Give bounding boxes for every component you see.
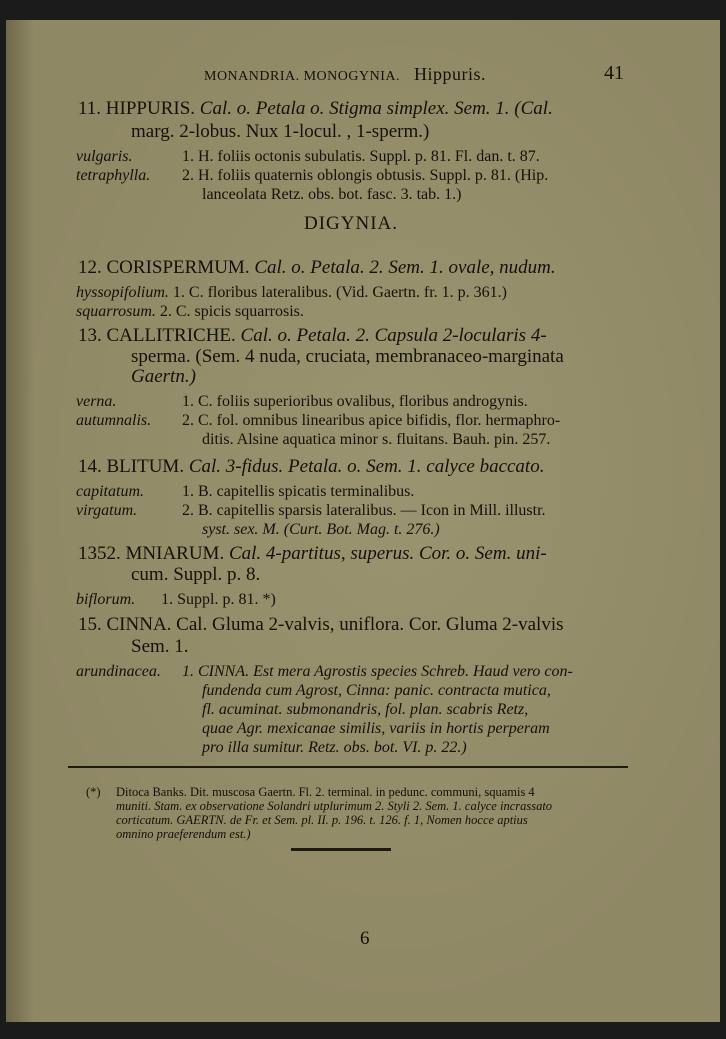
footnote-marker: (*) (86, 785, 101, 799)
entry-number: 12. (78, 257, 102, 278)
species-text: 2. C. spicis squarrosis. (159, 303, 304, 320)
genus-description: Cal. 4-partitus, superus. Cor. o. Sem. uni- (228, 543, 547, 564)
genus-name: MNIARUM. (125, 543, 225, 564)
species-text-cont: pro illa sumitur. Retz. obs. bot. VI. p. 22.) (202, 739, 467, 756)
species-name: biflorum. (76, 591, 136, 608)
genus-description: Cal. 3-fidus. Petala. o. Sem. 1. calyce baccato. (188, 456, 545, 477)
species-text: 1. CINNA. Est mera Agrostis species Schreb. Haud vero con- (182, 663, 573, 680)
entry-number: 1352. (78, 543, 121, 564)
species-name: autumnalis. (76, 412, 152, 429)
book-page (6, 20, 720, 1022)
signature-mark: 6 (360, 928, 370, 949)
running-header (204, 64, 486, 85)
genus-entry-blitum (78, 456, 544, 478)
genus-description-cont: Gaertn.) (131, 366, 196, 387)
species-name: verna. (76, 393, 117, 410)
footnote-text: Ditoca Banks. Dit. muscosa Gaertn. Fl. 2. terminal. in pedunc. communi, squamis 4 (116, 785, 535, 799)
genus-entry-hippuris (78, 98, 553, 120)
genus-name: CORISPERMUM. (106, 257, 250, 278)
genus-description-cont: Sem. 1. (131, 636, 189, 657)
species-line (76, 591, 276, 609)
genus-entry-callitriche (78, 325, 547, 347)
genus-description: Cal. o. Petala. 2. Capsula 2-locularis 4- (240, 325, 547, 346)
genus-entry-corispermum (78, 257, 556, 279)
genus-description-cont: marg. 2-lobus. Nux 1-locul. , 1-sperm.) (131, 121, 430, 142)
species-line (76, 284, 507, 302)
species-name: capitatum. (76, 483, 144, 500)
section-heading: DIGYNIA. (304, 213, 399, 234)
species-text: 2. B. capitellis sparsis lateralibus. — Icon in Mill. illustr. (182, 502, 546, 519)
species-name: arundinacea. (76, 663, 161, 680)
genus-description: Cal. o. Petala o. Stigma simplex. Sem. 1. (Cal. (199, 98, 553, 119)
species-name: hyssopifolium. (76, 284, 169, 301)
genus-name: HIPPURIS. (105, 98, 196, 119)
species-name: vulgaris. (76, 148, 133, 165)
species-text: 1. C. foliis superioribus ovalibus, floribus androgynis. (182, 393, 528, 410)
species-line (76, 303, 304, 321)
genus-entry-cinna (78, 614, 564, 636)
genus-description: Cal. Gluma 2-valvis, uniflora. Cor. Gluma 2-valvis (176, 614, 564, 635)
species-text: 1. B. capitellis spicatis terminalibus. (182, 483, 415, 500)
species-name: squarrosum. (76, 303, 156, 320)
entry-number: 15. (78, 614, 102, 635)
species-text-cont: fl. acuminat. submonandris, fol. plan. scabris Retz, (202, 701, 529, 718)
species-text: 2. H. foliis quaternis oblongis obtusis. Suppl. p. 81. (Hip. (182, 167, 549, 184)
genus-name: BLITUM. (106, 456, 185, 477)
genus-description-cont: cum. Suppl. p. 8. (131, 564, 261, 585)
page-number: 41 (604, 62, 624, 84)
species-text: 1. Suppl. p. 81. *) (161, 591, 276, 608)
genus-description: Cal. o. Petala. 2. Sem. 1. ovale, nudum. (254, 257, 556, 278)
header-genus: Hippuris. (414, 64, 486, 84)
footnote-text: omnino praeferendum est.) (116, 827, 251, 841)
footnote-text: muniti. Stam. ex observatione Solandri utplurimum 2. Styli 2. Sem. 1. calyce incrassato (116, 799, 553, 813)
header-title: MONANDRIA. MONOGYNIA. (204, 69, 400, 84)
species-text-cont: lanceolata Retz. obs. bot. fasc. 3. tab. 1.) (202, 186, 462, 203)
footnote-rule (68, 766, 628, 768)
species-name: virgatum. (76, 502, 138, 519)
ornamental-rule (291, 848, 391, 851)
entry-number: 14. (78, 456, 102, 477)
species-text-cont: syst. sex. M. (Curt. Bot. Mag. t. 276.) (202, 521, 440, 538)
entry-number: 13. (78, 325, 102, 346)
species-text: 2. C. fol. omnibus linearibus apice bifidis, flor. hermaphro- (182, 412, 561, 429)
species-text-cont: ditis. Alsine aquatica minor s. fluitans. Bauh. pin. 257. (202, 431, 551, 448)
species-text: 1. H. foliis octonis subulatis. Suppl. p. 81. Fl. dan. t. 87. (182, 148, 540, 165)
species-text-cont: quae Agr. mexicanae similis, variis in hortis perperam (202, 720, 550, 737)
species-text: 1. C. floribus lateralibus. (Vid. Gaertn. fr. 1. p. 361.) (172, 284, 507, 301)
genus-name: CALLITRICHE. (106, 325, 236, 346)
genus-entry-mniarum (78, 543, 547, 565)
genus-description-cont: sperma. (Sem. 4 nuda, cruciata, membranaceo-marginata (131, 346, 564, 367)
footnote-text: corticatum. GAERTN. de Fr. et Sem. pl. II. p. 196. t. 126. f. 1, Nomen hocce aptius (116, 813, 528, 827)
species-name: tetraphylla. (76, 167, 151, 184)
species-text-cont: fundenda cum Agrost, Cinna: panic. contracta mutica, (202, 682, 551, 699)
entry-number: 11. (78, 98, 102, 119)
genus-name: CINNA. (106, 614, 172, 635)
